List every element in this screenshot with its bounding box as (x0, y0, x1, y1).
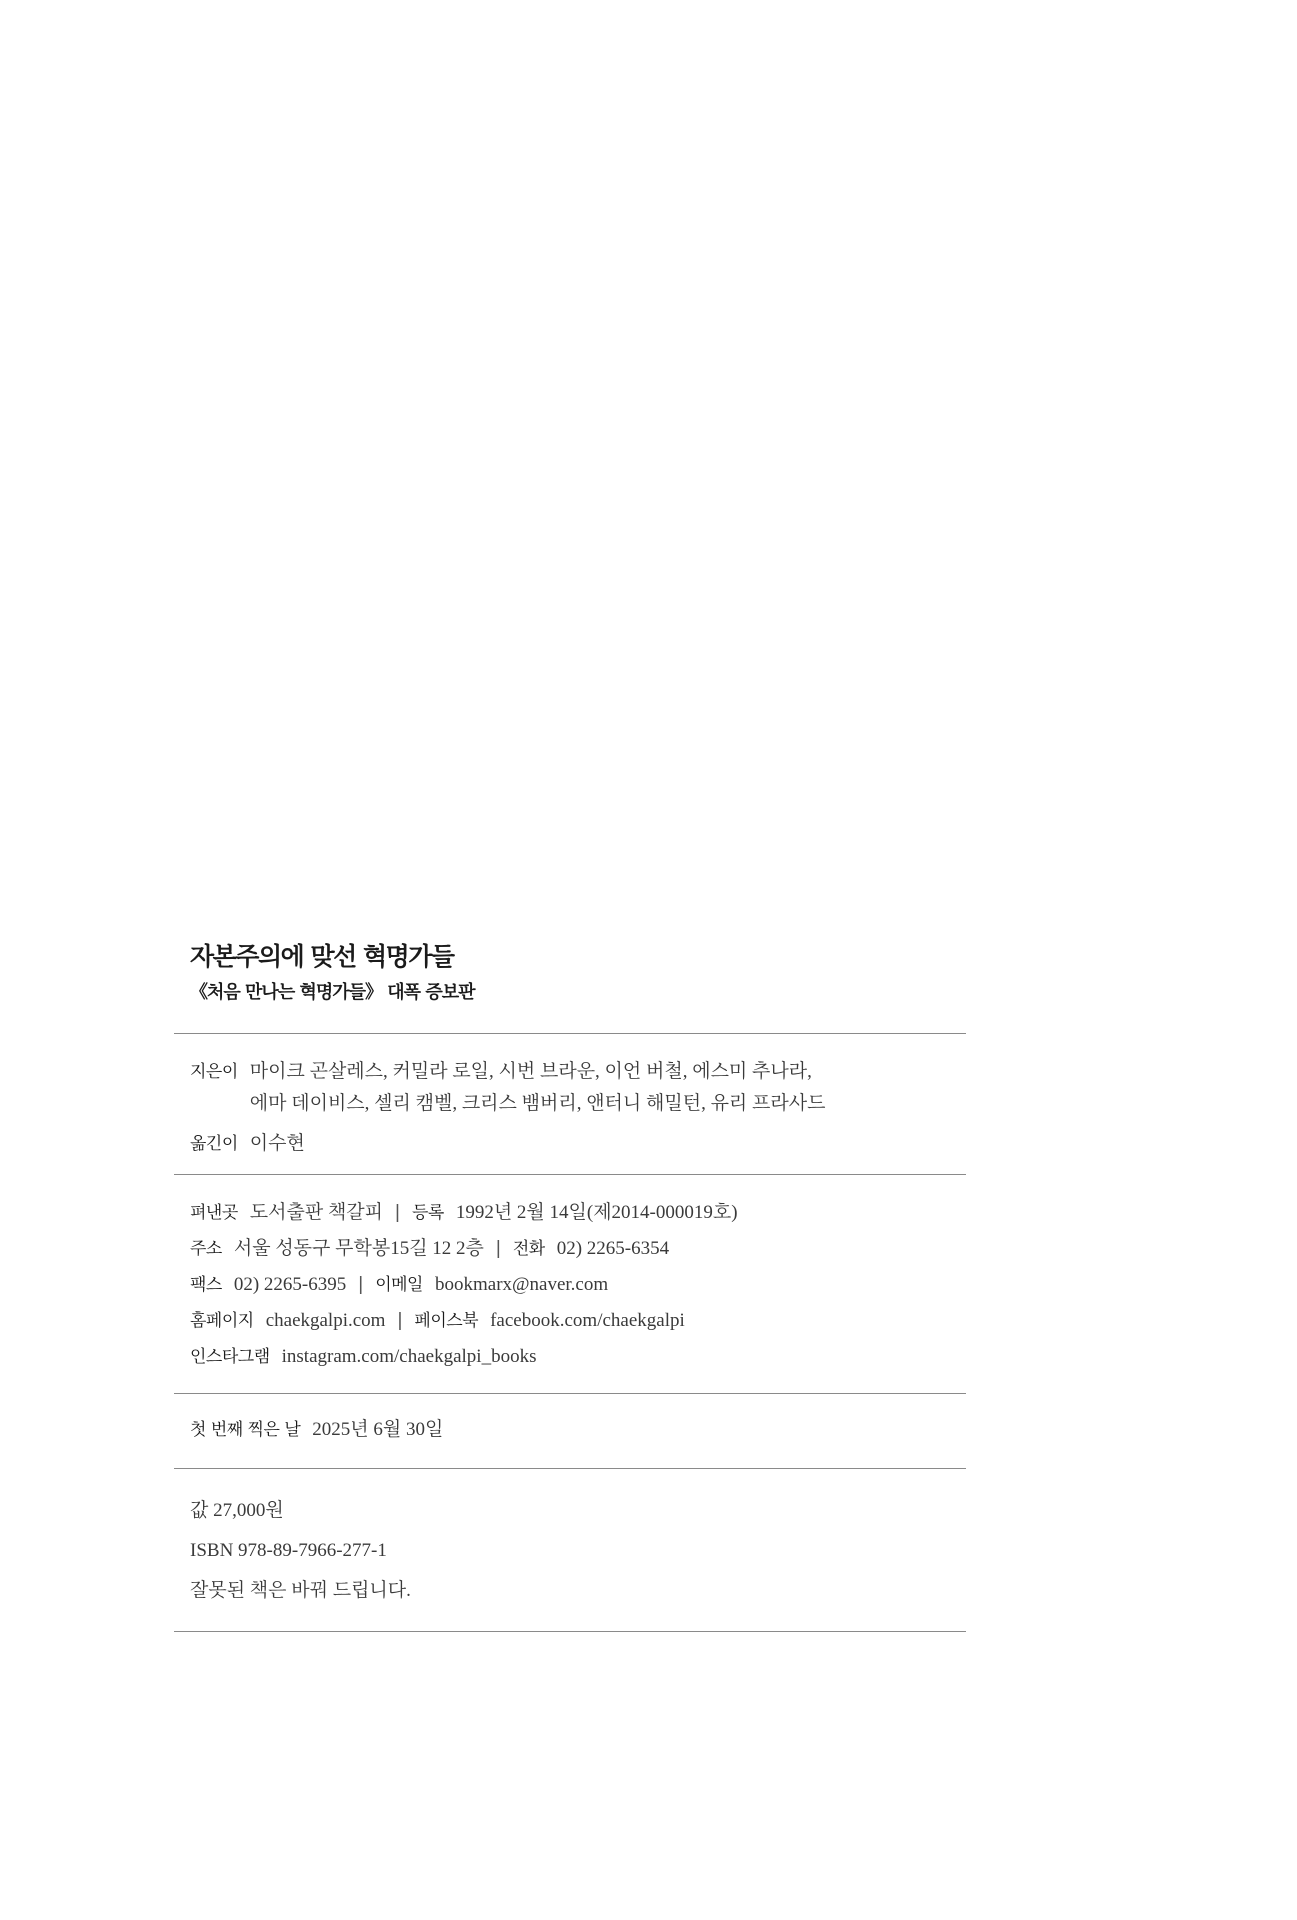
translator-label: 옮긴이 (190, 1134, 238, 1154)
web-row (190, 1303, 966, 1339)
edition-section (174, 1394, 966, 1468)
exchange-note: 잘못된 책은 바꿔 드립니다. (190, 1580, 411, 1601)
email-label: 이메일 (375, 1275, 423, 1295)
instagram-label: 인스타그램 (190, 1347, 270, 1367)
first-print-date: 2025년 6월 30일 (312, 1419, 444, 1440)
authors-line-1: 마이크 곤살레스, 커밀라 로일, 시번 브라운, 이언 버철, 에스미 추나라, (249, 1061, 812, 1082)
facebook-value: facebook.com/chaekgalpi (490, 1310, 685, 1331)
address-row (190, 1231, 966, 1267)
instagram-value: instagram.com/chaekgalpi_books (281, 1346, 537, 1367)
isbn: ISBN 978-89-7966-277-1 (190, 1540, 387, 1561)
colophon (174, 940, 966, 1632)
credits-section (174, 1034, 966, 1174)
fax-value: 02) 2265-6395 (233, 1274, 347, 1295)
homepage-value: chaekgalpi.com (265, 1310, 386, 1331)
publisher-name: 도서출판 책갈피 (249, 1202, 384, 1223)
authors-line-2: 에마 데이비스, 셀리 캠벨, 크리스 뱀버리, 앤터니 해밀턴, 유리 프라사드 (249, 1093, 826, 1114)
separator: | (395, 1202, 400, 1223)
separator: | (358, 1274, 364, 1295)
address-value: 서울 성동구 무학봉15길 12 2층 (233, 1238, 484, 1259)
publisher-row (190, 1195, 966, 1231)
authors-row (190, 1056, 966, 1120)
translator-row (190, 1128, 966, 1160)
fax-label: 팩스 (190, 1275, 222, 1295)
price: 값 27,000원 (190, 1500, 284, 1521)
separator: | (397, 1310, 403, 1331)
facebook-label: 페이스북 (414, 1311, 479, 1331)
publisher-label: 펴낸곳 (190, 1203, 238, 1223)
instagram-row (190, 1339, 966, 1375)
book-title: 자본주의에 맞선 혁명가들 (190, 942, 454, 971)
separator: | (495, 1238, 501, 1259)
authors-list (250, 1056, 826, 1120)
translator-name: 이수현 (249, 1133, 305, 1154)
registration-label: 등록 (411, 1203, 444, 1223)
registration-value: 1992년 2월 14일(제2014-000019호) (455, 1202, 738, 1223)
fax-row (190, 1267, 966, 1303)
first-print-label: 첫 번째 찍은 날 (190, 1420, 301, 1440)
divider (174, 1631, 966, 1632)
address-label: 주소 (190, 1239, 222, 1259)
phone-value: 02) 2265-6354 (556, 1238, 670, 1259)
publisher-section (174, 1175, 966, 1393)
authors-label: 지은이 (190, 1062, 238, 1082)
phone-label: 전화 (512, 1239, 545, 1259)
footer-section (174, 1469, 966, 1631)
book-subtitle: 《처음 만나는 혁명가들》 대폭 증보판 (190, 982, 475, 1003)
homepage-label: 홈페이지 (190, 1311, 254, 1331)
email-value: bookmarx@naver.com (434, 1274, 609, 1295)
